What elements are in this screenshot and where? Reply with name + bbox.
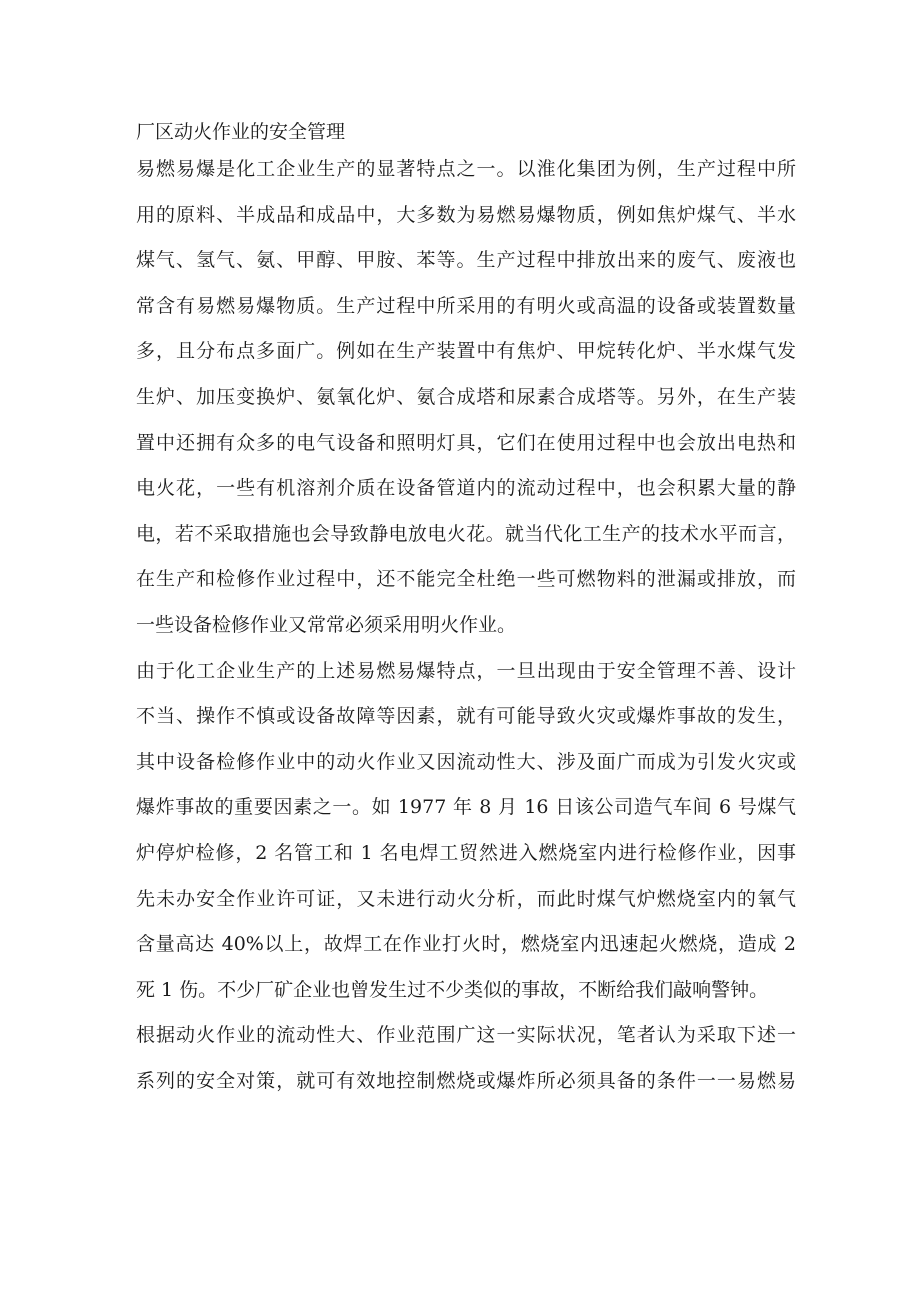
paragraph-line: 用的原料、半成品和成品中，大多数为易燃易爆物质，例如焦炉煤气、半水 [136, 203, 796, 226]
document-body [136, 147, 796, 1104]
paragraph-1 [136, 147, 796, 649]
paragraph-line: 生炉、加压变换炉、氨氧化炉、氨合成塔和尿素合成塔等。另外，在生产装 [136, 385, 796, 408]
document-title: 厂区动火作业的安全管理 [136, 121, 346, 143]
paragraph-line: 一些设备检修作业又常常必须采用明火作业。 [136, 613, 517, 636]
paragraph-line: 在生产和检修作业过程中，还不能完全杜绝一些可燃物料的泄漏或排放，而 [136, 568, 796, 591]
paragraph-line: 电，若不采取措施也会导致静电放电火花。就当代化工生产的技术水平而言， [136, 522, 796, 545]
paragraph-line: 多，且分布点多面广。例如在生产装置中有焦炉、甲烷转化炉、半水煤气发 [136, 340, 796, 363]
paragraph-line: 易燃易爆是化工企业生产的显著特点之一。以淮化集团为例，生产过程中所 [136, 158, 796, 180]
paragraph-line: 煤气、氢气、氨、甲醇、甲胺、苯等。生产过程中排放出来的废气、废液也 [136, 249, 796, 272]
paragraph-line: 置中还拥有众多的电气设备和照明灯具，它们在使用过程中也会放出电热和 [136, 431, 796, 454]
paragraph-3 [136, 1013, 796, 1104]
paragraph-line: 其中设备检修作业中的动火作业又因流动性大、涉及面广而成为引发火灾或 [136, 750, 796, 773]
paragraph-line: 系列的安全对策，就可有效地控制燃烧或爆炸所必须具备的条件一一易燃易 [136, 1069, 796, 1092]
paragraph-line: 先未办安全作业许可证，又未进行动火分析，而此时煤气炉燃烧室内的氧气 [136, 887, 796, 910]
paragraph-2 [136, 649, 796, 1014]
paragraph-line: 炉停炉检修，2 名管工和 1 名电焊工贸然进入燃烧室内进行检修作业，因事 [136, 841, 796, 864]
paragraph-line: 常含有易燃易爆物质。生产过程中所采用的有明火或高温的设备或装置数量 [136, 294, 796, 317]
paragraph-line: 死 1 伤。不少厂矿企业也曾发生过不少类似的事故，不断给我们敲响警钟。 [136, 978, 769, 1001]
paragraph-line: 含量高达 40%以上，故焊工在作业打火时，燃烧室内迅速起火燃烧，造成 2 [136, 933, 796, 956]
paragraph-line: 根据动火作业的流动性大、作业范围广这一实际状况，笔者认为采取下述一 [136, 1024, 796, 1047]
paragraph-line: 不当、操作不慎或设备故障等因素，就有可能导致火灾或爆炸事故的发生， [136, 705, 796, 728]
paragraph-line: 由于化工企业生产的上述易燃易爆特点，一旦出现由于安全管理不善、设计 [136, 659, 796, 682]
paragraph-line: 电火花，一些有机溶剂介质在设备管道内的流动过程中，也会积累大量的静 [136, 477, 796, 500]
paragraph-line: 爆炸事故的重要因素之一。如 1977 年 8 月 16 日该公司造气车间 6 号煤气 [136, 796, 796, 819]
